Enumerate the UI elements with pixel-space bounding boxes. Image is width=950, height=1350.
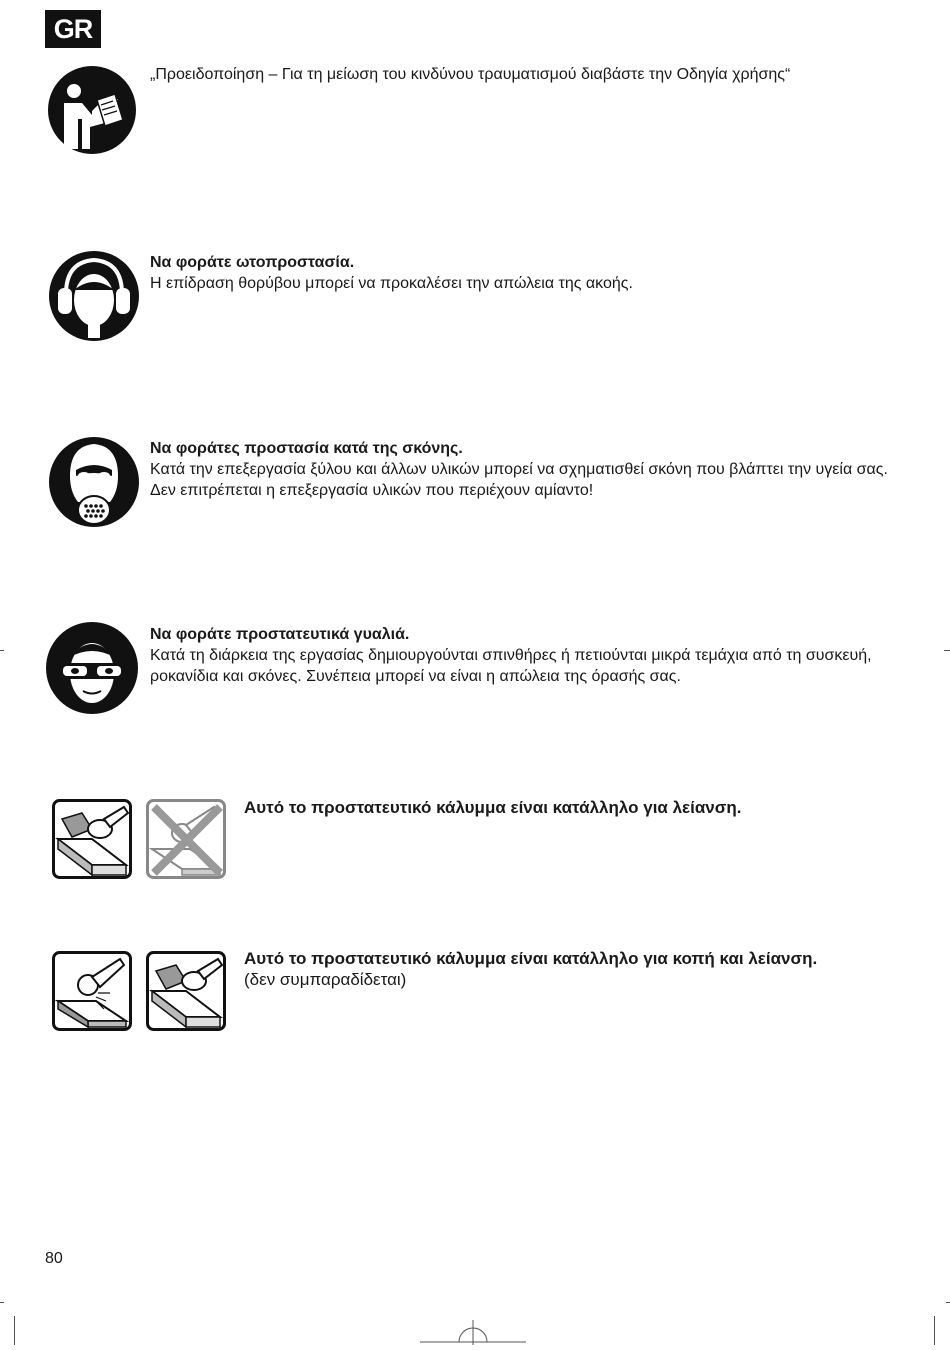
item-title: Να φοράτε προστατευτικά γυαλιά. <box>150 626 410 643</box>
item-title: Αυτό το προστατευτικό κάλυμμα είναι κατάλληλο για λείανση. <box>244 798 742 817</box>
ear-protection-icon <box>48 250 140 347</box>
language-badge: GR <box>45 10 101 48</box>
crop-mark <box>934 1316 935 1345</box>
item-body: Η επίδραση θορύβου μπορεί να προκαλέσει την απώλεια της ακοής. <box>150 275 633 292</box>
item-body: Κατά την επεξεργασία ξύλου και άλλων υλικών μπορεί να σχηματισθεί σκόνη που βλάπτει την υγεία σας. Δεν επιτρέπεται η επεξεργασία υλικών που περιέχουν αμίαντο! <box>150 461 888 499</box>
item-body: „Προειδοποίηση – Για τη μείωση του κινδύνου τραυματισμού διαβάστε την Οδηγία χρήσης“ <box>150 66 791 83</box>
read-manual-icon <box>47 65 137 160</box>
safety-goggles-icon <box>45 621 139 720</box>
dust-mask-icon <box>48 436 140 533</box>
item-title: Να φοράτε ωτοπροστασία. <box>150 254 355 271</box>
page-number: 80 <box>45 1250 63 1267</box>
item-ear-protection <box>150 252 910 294</box>
cutting-crossed-icon <box>148 801 225 878</box>
grinding-icon <box>54 801 131 878</box>
crop-mark <box>14 1316 15 1345</box>
item-safety-goggles <box>150 624 910 687</box>
grinding-guard-icons <box>52 799 227 884</box>
item-read-manual <box>150 64 910 85</box>
crop-mark <box>0 1302 4 1303</box>
item-grinding-guard <box>244 797 950 818</box>
grinding-icon <box>148 953 225 1030</box>
item-body: (δεν συμπαραδίδεται) <box>244 970 407 989</box>
item-dust-mask <box>150 438 910 501</box>
crop-mark <box>944 650 950 651</box>
registration-mark <box>418 1320 528 1350</box>
item-title: Αυτό το προστατευτικό κάλυμμα είναι κατάλληλο για κοπή και λείανση. <box>244 949 818 968</box>
item-body: Κατά τη διάρκεια της εργασίας δημιουργούνται σπινθήρες ή πετιούνται μικρά τεμάχια από τη συσκευή, ροκανίδια και σκόνες. Συνέπεια μπορεί να είναι η απώλεια της όρασής σας. <box>150 647 872 685</box>
crop-mark <box>0 650 4 651</box>
cutting-icon <box>54 953 131 1030</box>
item-cutting-grinding-guard <box>244 948 950 990</box>
item-title: Να φοράτες προστασία κατά της σκόνης. <box>150 440 463 457</box>
crop-mark <box>946 1302 950 1303</box>
cutting-grinding-guard-icons <box>52 951 227 1036</box>
